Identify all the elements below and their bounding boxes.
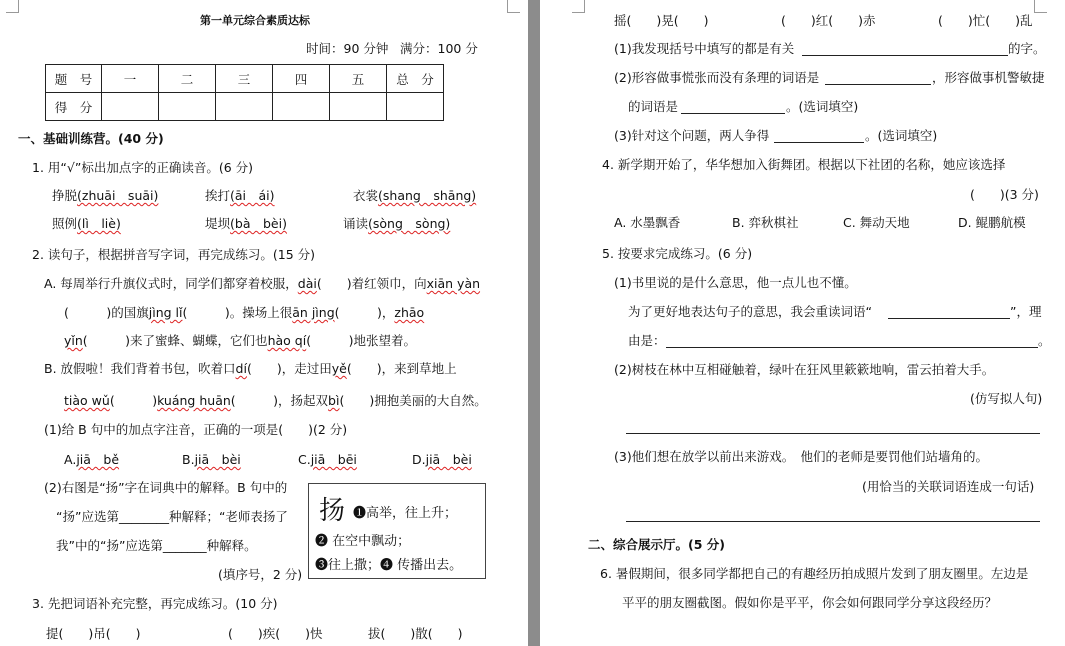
page-title: 第一单元综合素质达标 [200, 14, 310, 27]
q3-sub2-c: 的词语是 [628, 99, 679, 114]
q2-b-line1: B. 放假啦！我们背着书包，吹着口dí( )，走过田yě( )，来到草地上 [44, 361, 457, 376]
q3-word: 提( )吊( ) [46, 626, 141, 641]
score-header-cell: 三 [216, 65, 273, 93]
q2-option-d[interactable]: D.jiā bèi [412, 452, 472, 467]
dictionary-def: ❸往上撒；❹ 传播出去。 [315, 558, 463, 573]
q3-sub1-end: 的字。 [1008, 41, 1046, 56]
q2-title: 2. 读句子，根据拼音写字词，再完成练习。(15 分) [32, 247, 316, 262]
q2-sub2-note: (填序号，2 分) [218, 567, 303, 582]
score-cell[interactable] [216, 93, 273, 121]
q3-sub2: (2)形容做事慌张而没有条理的词语是 [614, 70, 820, 85]
q2-sub2-line: 我”中的“扬”应选第_______种解释。 [56, 538, 257, 553]
score-cell[interactable] [102, 93, 159, 121]
score-header-cell: 题 号 [46, 65, 102, 93]
q3-sub2-d: 。(选词填空) [786, 99, 859, 114]
q5-sub1-c-end: 。 [1038, 333, 1051, 348]
q3-word: 摇( )晃( ) [614, 13, 709, 28]
q3-sub2-b: ，形容做事机警敏捷 [932, 70, 1045, 85]
crop-mark [6, 0, 19, 13]
q1-item: 挨打(āi ái) [205, 188, 275, 203]
score-row-label: 得 分 [46, 93, 102, 121]
q1-item: 照例(lì liè) [52, 216, 121, 231]
time-info: 时间：90 分钟 [306, 41, 389, 56]
q2-sub2-line: (2)右图是“扬”字在词典中的解释。B 句中的 [44, 480, 288, 495]
q3-title: 3. 先把词语补充完整，再完成练习。(10 分) [32, 596, 278, 611]
q1-item: 堤坝(bà bèi) [205, 216, 287, 231]
q2-a-line3: yǐn( )来了蜜蜂、蝴蝶，它们也hào qí( )地张望着。 [64, 333, 416, 348]
answer-blank[interactable] [681, 113, 785, 114]
score-cell[interactable] [387, 93, 444, 121]
answer-blank[interactable] [774, 142, 864, 143]
q2-a-line1: A. 每周举行升旗仪式时，同学们都穿着校服，dài( )着红领巾，向xiān yàn [44, 276, 481, 291]
answer-line[interactable] [626, 433, 1040, 434]
right-page [540, 0, 1065, 646]
q3-sub3: (3)针对这个问题，两人争得 [614, 128, 770, 143]
score-header-cell: 四 [273, 65, 330, 93]
answer-blank[interactable] [888, 318, 1010, 319]
score-cell[interactable] [159, 93, 216, 121]
q3-sub3-b: 。(选词填空) [865, 128, 938, 143]
q3-word: ( )疾( )快 [228, 626, 323, 641]
q5-sub1-c: 由是： [628, 333, 666, 348]
left-page [0, 0, 528, 646]
score-header-cell: 五 [330, 65, 387, 93]
q2-sub2-line: “扬”应选第________种解释；“老师表扬了 [56, 509, 288, 524]
score-table [45, 64, 444, 121]
q2-sub1: (1)给 B 句中的加点字注音，正确的一项是( )(2 分) [44, 422, 348, 437]
q4-option-b[interactable]: B. 弈秋棋社 [732, 215, 799, 230]
score-cell[interactable] [330, 93, 387, 121]
answer-blank[interactable] [802, 55, 1008, 56]
dictionary-def: ❷ 在空中飘动； [315, 534, 411, 549]
dictionary-box [308, 483, 486, 579]
q5-sub2: (2)树枝在林中互相碰触着，绿叶在狂风里簌簌地响，雷云拍着大手。 [614, 362, 995, 377]
q3-sub1: (1)我发现括号中填写的都是有关 [614, 41, 795, 56]
q2-option-c[interactable]: C.jiā bēi [298, 452, 357, 467]
score-info: 满分：100 分 [400, 41, 478, 56]
score-header-cell: 二 [159, 65, 216, 93]
q5-title: 5. 按要求完成练习。(6 分) [602, 246, 753, 261]
q4-option-a[interactable]: A. 水墨飘香 [614, 215, 681, 230]
crop-mark [572, 0, 585, 13]
q1-item: 诵读(sòng sòng) [343, 216, 451, 231]
dictionary-char: 扬 [319, 496, 346, 526]
score-header-cell: 总 分 [387, 65, 444, 93]
q5-sub1: (1)书里说的是什么意思，他一点儿也不懂。 [614, 275, 857, 290]
q5-sub1-b: 为了更好地表达句子的意思，我会重读词语“ [628, 304, 872, 319]
q1-item: 衣裳(shang shāng) [353, 188, 477, 203]
crop-mark [1034, 0, 1047, 13]
answer-blank[interactable] [666, 347, 1038, 348]
q3-word: 拔( )散( ) [368, 626, 463, 641]
q4-option-c[interactable]: C. 舞动天地 [843, 215, 910, 230]
q2-option-b[interactable]: B.jiā bèi [182, 452, 241, 467]
q5-sub3-note: (用恰当的关联词语连成一句话) [862, 479, 1035, 494]
q2-b-line2: tiào wǔ( )kuáng huān( )，扬起双bì( )拥抱美丽的大自然。 [64, 393, 487, 408]
q2-a-line2: ( )的国旗jìng lǐ( )。操场上很ān jìng( )，zhāo [64, 305, 425, 320]
q1-title: 1. 用“√”标出加点字的正确读音。(6 分) [32, 160, 253, 175]
q1-item: 挣脱(zhuāi suāi) [52, 188, 159, 203]
answer-blank[interactable] [825, 84, 931, 85]
q4-option-d[interactable]: D. 鲲鹏航模 [958, 215, 1026, 230]
section-2-title: 二、综合展示厅。(5 分) [588, 537, 725, 552]
dictionary-def: ❶高举，往上升； [353, 506, 458, 521]
score-header-cell: 一 [102, 65, 159, 93]
q2-option-a[interactable]: A.jiā bě [64, 452, 120, 467]
q6-line: 平平的朋友圈截图。假如你是平平，你会如何跟同学分享这段经历？ [622, 595, 998, 610]
q4-answer-paren[interactable]: ( )(3 分) [970, 187, 1039, 202]
q5-sub3: (3)他们想在放学以前出来游戏。 他们的老师是要罚他们站墙角的。 [614, 449, 988, 464]
q4-title: 4. 新学期开始了，华华想加入街舞团。根据以下社团的名称，她应该选择 [602, 157, 1006, 172]
q3-word: ( )忙( )乱 [938, 13, 1033, 28]
q3-word: ( )红( )赤 [781, 13, 876, 28]
q5-sub1-b-end: ”，理 [1010, 304, 1042, 319]
q6-line: 6. 暑假期间，很多同学都把自己的有趣经历拍成照片发到了朋友圈里。左边是 [600, 566, 1029, 581]
section-1-title: 一、基础训练营。(40 分) [18, 131, 164, 146]
score-cell[interactable] [273, 93, 330, 121]
q5-sub2-note: (仿写拟人句) [970, 391, 1043, 406]
crop-mark [507, 0, 520, 13]
answer-line[interactable] [626, 521, 1040, 522]
